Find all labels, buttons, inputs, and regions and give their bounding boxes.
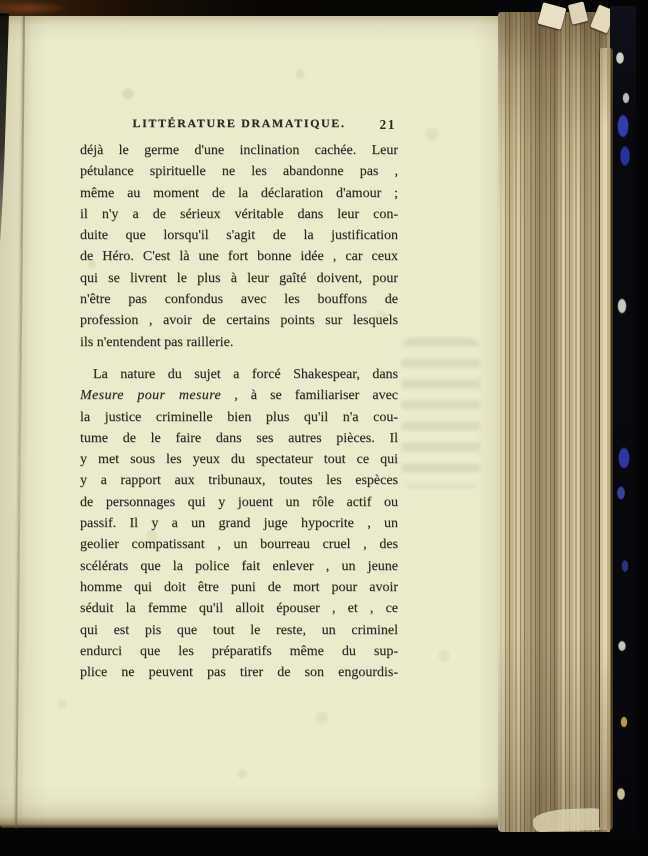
text-segment: déjà le germe d'une inclination cachée. Leur: [80, 143, 398, 158]
paragraph: [80, 140, 398, 353]
text-line: [80, 428, 398, 449]
text-segment: profession , avoir de certains points sur lesquels: [80, 313, 398, 329]
text-line: [80, 364, 398, 385]
body-text: [80, 140, 398, 683]
text-segment: homme qui doit être puni de mort pour avoir: [80, 579, 398, 595]
text-segment: y met sous les yeux du spectateur tout ce qui: [80, 452, 398, 468]
text-segment: n'être pas confondus avec les bouffons de: [80, 292, 398, 308]
text-segment: y a rapport aux tribunaux, toutes les espèces: [80, 473, 398, 489]
verso-showthrough: [402, 338, 480, 488]
text-segment: il n'y a de sérieux véritable dans leur con-: [80, 206, 398, 222]
text-line: [80, 556, 398, 577]
text-segment: scélérats que la police fait enlever , un jeune: [80, 558, 398, 574]
text-segment: ils n'entendent pas raillerie.: [80, 334, 234, 350]
text-line: [80, 289, 398, 310]
text-segment: duite que lorsqu'il s'agit de la justification: [80, 228, 398, 244]
text-segment: séduit la femme qu'il alloit épouser , et , ce: [80, 601, 398, 617]
text-line: [80, 534, 398, 555]
text-segment: plice ne peuvent pas tirer de son engourdis-: [80, 665, 398, 681]
text-segment: endurci que les préparatifs même du sup-: [80, 643, 398, 659]
text-segment: la justice criminelle bien plus qu'il n'a cou-: [80, 409, 398, 425]
text-segment: tume de le faire dans ses autres pièces. Il: [80, 430, 398, 446]
text-segment: de Héro. C'est là une fort bonne idée , car ceux: [80, 249, 398, 265]
text-segment: , à se familiariser avec: [221, 388, 398, 404]
book-page: [0, 16, 508, 828]
text-segment: passif. Il y a un grand juge hypocrite , un: [80, 516, 398, 532]
printed-text-area: [80, 116, 398, 683]
text-line: [80, 662, 398, 683]
text-segment: qui est pis que tout le reste, un criminel: [80, 622, 398, 638]
text-line: [80, 407, 398, 428]
page-header: [80, 116, 398, 134]
text-line: [80, 598, 398, 619]
text-line: [80, 332, 398, 353]
text-line: [80, 620, 398, 641]
text-segment: geolier compatissant , un bourreau cruel , des: [80, 537, 398, 553]
text-segment: de personnages qui y jouent un rôle actif ou: [80, 494, 398, 510]
running-title: LITTÉRATURE DRAMATIQUE.: [132, 116, 346, 130]
text-segment: qui se livrent le plus à leur gaîté doivent, pour: [80, 270, 398, 286]
paragraph: [80, 364, 398, 683]
text-line: [80, 641, 398, 662]
gutter-shadow: [0, 13, 9, 313]
text-segment: même au moment de la déclaration d'amour ;: [80, 185, 398, 201]
text-line: [80, 513, 398, 534]
text-line: [80, 246, 398, 267]
italic-title-segment: Mesure pour mesure: [80, 388, 222, 404]
text-line: [80, 161, 398, 182]
cover-board-edge: [599, 48, 613, 830]
text-line: [80, 268, 398, 289]
text-line: [80, 577, 398, 598]
text-line: [80, 183, 398, 204]
page-crease: [15, 16, 25, 828]
text-line: [80, 470, 398, 491]
page-corner-flap: [538, 2, 567, 29]
text-line: [80, 310, 398, 331]
marbled-cover-edge: [610, 6, 636, 834]
text-segment: pétulance spirituelle ne les abandonne pas ,: [80, 164, 398, 180]
text-line: [80, 140, 398, 161]
text-line: [80, 385, 398, 406]
text-line: [80, 204, 398, 225]
text-segment: La nature du sujet a forcé Shakespear, dans: [93, 366, 398, 382]
page-number: 21: [379, 117, 396, 132]
text-line: [80, 492, 398, 513]
text-line: [80, 225, 398, 246]
text-line: [80, 449, 398, 470]
bottom-corner-highlight: [533, 808, 606, 832]
